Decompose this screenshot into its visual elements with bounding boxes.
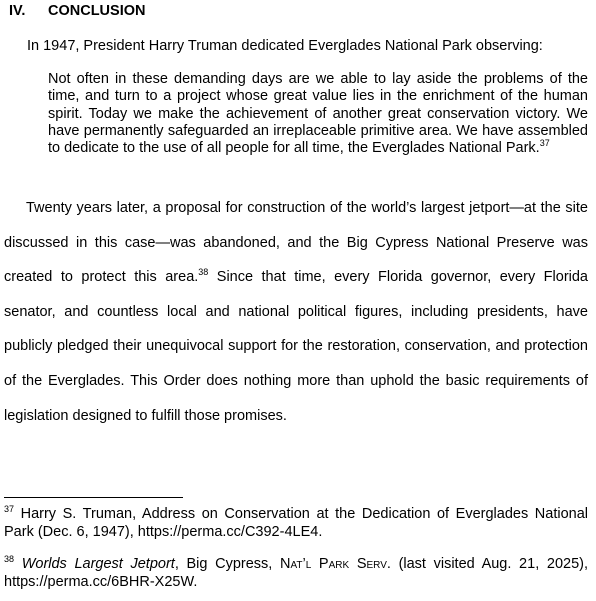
body-text-part1: Twenty years later, a proposal for construction of the world’s largest jetport—at the site discussed in this case—was abandoned, and the Big Cypress National Preserve was created to protect this area. — [4, 200, 588, 286]
intro-paragraph: In 1947, President Harry Truman dedicated Everglades National Park observing: — [27, 38, 543, 54]
footnote-separator — [4, 497, 183, 498]
section-title: CONCLUSION — [48, 3, 146, 19]
footnote-source-title: Worlds Largest Jetport — [21, 556, 175, 572]
body-text-part2: Since that time, every Florida governor, every Florida senator, and countless local and national political figures, including presidents, have publicly pledged their unequivocal support for the restoration, conservation, and protection of the Everglades. This Order does nothing more than uphold the basic requirements of legislation designed to fulfill those promises. — [4, 269, 588, 424]
footnote-number: 37 — [4, 504, 15, 515]
quote-text: Not often in these demanding days are we able to lay aside the problems of the time, and turn to a project whose great value lies in the enrichment of the human spirit. Today we make the achievement of another great conservation victory. We have permanently safeguarded an irreplaceable primitive area. We have assembled to dedicate to the use of all people for all time, the Everglades National Park. — [48, 71, 588, 157]
footnote-text: Harry S. Truman, Address on Conservation at the Dedication of Everglades National Park (Dec. 6, 1947), https://perma.cc/C392-4LE4. — [4, 506, 588, 540]
block-quote — [48, 71, 588, 157]
section-heading — [9, 2, 145, 20]
footnote-number: 38 — [4, 554, 15, 565]
footnote-text-a: , Big Cypress, — [174, 556, 280, 572]
footnote-publisher: Nat’l Park Serv. — [279, 556, 391, 572]
footnote-37 — [4, 506, 588, 541]
footnote-ref-37[interactable]: 37 — [539, 138, 550, 149]
footnote-38 — [4, 556, 588, 591]
footnote-ref-38[interactable]: 38 — [198, 267, 209, 278]
footnote-text-b: (last visited Aug. 21, 2025), https://perma.cc/6BHR-X25W. — [4, 556, 588, 590]
body-paragraph — [4, 191, 588, 433]
section-number: IV. — [9, 3, 26, 19]
